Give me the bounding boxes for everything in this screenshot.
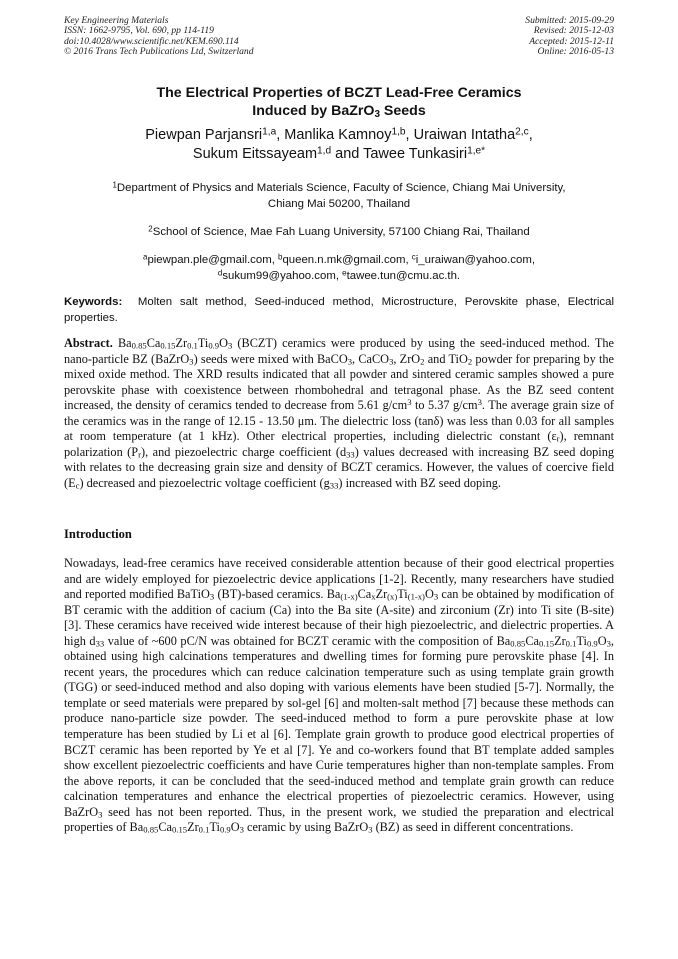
author-emails: $^a$piewpan.ple@gmail.com, $^b$queen.n.mk@gmail.com, $^c$i_uraiwan@yahoo.com, $^d$sukum99@yahoo.com, $^e$tawee.tun@cmu.ac.th. [143, 252, 535, 282]
journal-name: Key Engineering Materials [64, 15, 169, 26]
abstract-text: $Ba_{0.85}Ca_{0.15}Zr_{0.1}Ti_{0.9}O_3$ (BCZT) ceramics were produced by using the seed-induced method. The nano-particle BZ (BaZrO$_3$) seeds were mixed with BaCO$_3$, CaCO$_3$, ZrO$_2$ and TiO$_2$ powder for preparing by the mixed oxide method. The XRD results indicated that all powder and sintered ceramic samples showed a pure perovskite phase with coexistence between rhombohedral and tetragonal phase. As the BZ seed content increased, the density of ceramics tended to decrease from 5.61 $g/cm^3$ to 5.37 $g/cm^3$. The average grain size of the ceramics was in the range of 12.15 - 13.50 μm. The dielectric loss (tanδ) was less than 0.03 for all samples at room temperature (at 1 kHz). Other electrical properties, including dielectric constant $(\varepsilon_r)$, remnant polarization $(P_r)$, and piezoelectric charge coefficient $(d_{33})$ values decreased with increasing BZ seed doping with relates to the decreasing grain size and density of BCZT ceramics. However, the values of coercive field $(E_c)$ decreased and piezoelectric voltage coefficient $(g_{33})$ increased with BZ seed doping. [64, 336, 615, 491]
keywords-label: Keywords: [64, 296, 123, 308]
date-submitted: Submitted: 2015-09-29 [525, 15, 614, 26]
keywords-text: Molten salt method, Seed-induced method, Microstructure, Perovskite phase, Electrical properties. [64, 296, 618, 324]
affiliation-1: $^1$Department of Physics and Materials Science, Faculty of Science, Chiang Mai University, Chiang Mai 50200, Thailand [112, 180, 566, 210]
journal-doi: doi:10.4028/www.scientific.net/KEM.690.114 [64, 35, 239, 47]
date-revised: Revised: 2015-12-03 [533, 25, 614, 37]
abstract-label: Abstract. [64, 336, 113, 350]
journal-copyright: © 2016 Trans Tech Publications Ltd, Switzerland [64, 46, 254, 58]
introduction-body: Nowadays, lead-free ceramics have received considerable attention because of their good electrical properties and are widely employed for piezoelectric device applications [1-2]. Recently, many researchers have studied and reported modified BaTiO$_3$ (BT)-based ceramics. $Ba_{(1-x)}Ca_xZr_{(x)}Ti_{(1-x)}O_3$ can be obtained by modification of BT ceramic with the addition of cacium (Ca) into the Ba site (A-site) and zirconium (Zr) into Ti site (B-site) [3]. These ceramics have received wide interest because of their high piezoelectric, and dielectric properties. A high $d_{33}$ value of ~600 pC/N was obtained for BCZT ceramic with the composition of $Ba_{0.85}Ca_{0.15}Zr_{0.1}Ti_{0.9}O_3$, obtained using high calcinations temperatures and dwelling times for forming pure perovskite phase [4]. In recent years, the procedures which can reduce calcination temperature such as using template grain growth (TGG) or seed-induced method and also doping with various elements have been studied [5-7]. Normally, the template or seed materials were prepared by sol-gel [6] and molten-salt method [7] because these methods can produce nano-particle size powder. The seed-induced method to form a pure perovskite phase at low temperature has been studied by Li et al [6]. Template grain growth to produce good electrical properties of BCZT ceramic has been reported by Ye et al [7]. Ye and co-workers found that BT template added samples show excellent piezoelectric coefficients and have Curie temperatures higher than non-template samples. From the above reports, it can be concluded that the seed-induced method and template grain growth can reduce calcination temperatures and enhance the electrical properties of piezoelectric ceramics. However, using BaZrO$_3$ seed has not been reported. Thus, in the present work, we studied the preparation and electrical properties of $Ba_{0.85}Ca_{0.15}Zr_{0.1}Ti_{0.9}O_3$ ceramic by using BaZrO$_3$ (BZ) as seed in different concentrations. [64, 556, 614, 836]
paper-title: The Electrical Properties of BCZT Lead-Free Ceramics Induced by BaZrO$_3$ Seeds [156, 85, 522, 120]
journal-info [64, 16, 254, 58]
abstract [64, 336, 614, 491]
author-list: Piewpan Parjansri$^{1,a}$, Manlika Kamnoy$^{1,b}$, Uraiwan Intatha$^{2,c}$, Sukum Eitssayeam$^{1,d}$ and Tawee Tunkasiri$^{1,e*}$ [145, 126, 533, 162]
affiliation-2: $^2$School of Science, Mae Fah Luang University, 57100 Chiang Rai, Thailand [148, 224, 530, 238]
keywords [64, 294, 618, 326]
date-accepted: Accepted: 2015-12-11 [529, 35, 614, 47]
journal-issn: ISSN: 1662-9795, Vol. 690, pp 114-119 [64, 25, 214, 37]
date-online: Online: 2016-05-13 [537, 46, 614, 58]
section-heading-introduction: Introduction [64, 527, 132, 541]
submission-dates [525, 16, 614, 58]
